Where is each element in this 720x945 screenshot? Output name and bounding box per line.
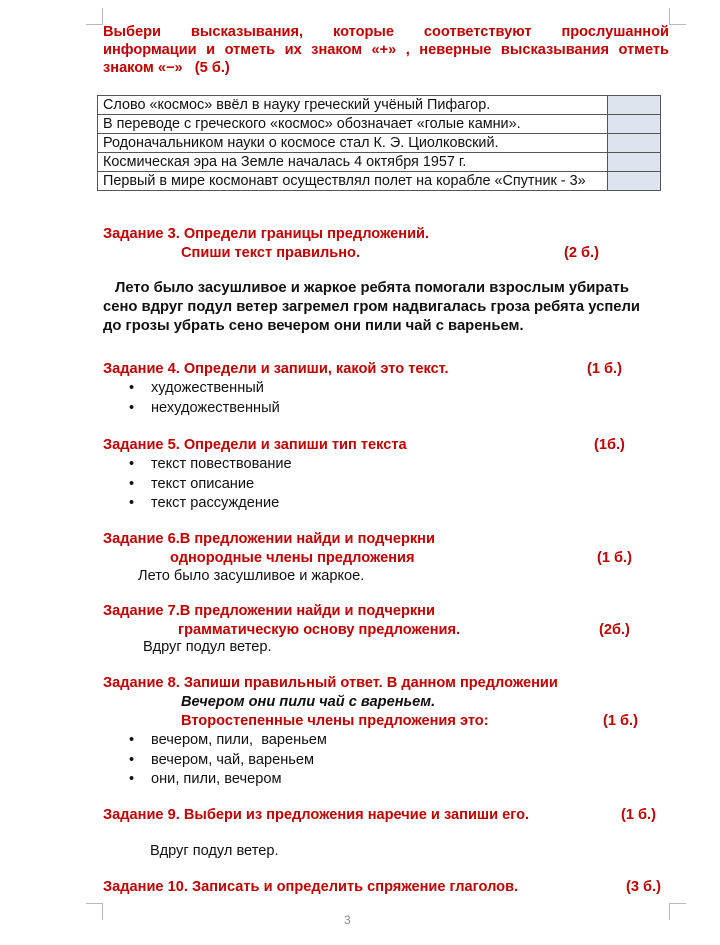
bullet-icon: • bbox=[129, 380, 135, 396]
task-3-text: Лето было засушливое и жаркое ребята помогали взрослым убирать сено вдруг подул ветер загремел гром надвигалась гроза ребята успели до грозы убрать сено вечером они пили чай с вареньем. bbox=[103, 280, 641, 334]
task-3-points: (2 б.) bbox=[564, 245, 599, 261]
task-8 bbox=[103, 674, 648, 790]
task-7-heading bbox=[103, 602, 643, 640]
task-8-title: Задание 8. Запиши правильный ответ. В данном предложении bbox=[103, 675, 558, 691]
statement-text: Космическая эра на Земле началась 4 октября 1957 г. bbox=[98, 153, 608, 172]
list-item bbox=[103, 379, 643, 399]
list-item bbox=[103, 494, 643, 514]
crop-mark-bottom-right bbox=[669, 903, 686, 920]
bullet-icon: • bbox=[129, 495, 135, 511]
task-7-subtitle: грамматическую основу предложения. bbox=[178, 622, 461, 638]
task-3-title: Задание 3. Определи границы предложений. bbox=[103, 226, 430, 242]
task-3-subtitle-row bbox=[103, 244, 623, 263]
task-3-heading bbox=[103, 225, 623, 263]
table-row bbox=[98, 115, 661, 134]
bullet-icon: • bbox=[129, 399, 135, 416]
task-6-subtitle-row bbox=[103, 549, 643, 568]
list-item bbox=[103, 455, 643, 475]
task-4-heading-row bbox=[103, 360, 643, 379]
task-8-subtitle: Второстепенные члены предложения это: bbox=[181, 713, 489, 729]
option-label: вечером, чай, вареньем bbox=[151, 751, 315, 768]
task-5-options bbox=[103, 455, 643, 514]
answer-cell[interactable] bbox=[608, 96, 661, 115]
task-4-points: (1 б.) bbox=[587, 361, 622, 377]
bullet-icon: • bbox=[129, 771, 135, 787]
bullet-icon: • bbox=[129, 456, 135, 472]
page-number: 3 bbox=[344, 913, 351, 927]
answer-cell[interactable] bbox=[608, 172, 661, 191]
task-6-points: (1 б.) bbox=[597, 550, 632, 566]
table-row bbox=[98, 172, 661, 191]
task-5 bbox=[103, 436, 643, 514]
statements-table bbox=[97, 95, 661, 191]
list-item bbox=[103, 731, 648, 751]
task-7-sentence: Вдруг подул ветер. bbox=[143, 639, 272, 655]
option-label: они, пили, вечером bbox=[151, 771, 282, 787]
task-10-heading-row bbox=[103, 878, 668, 897]
task-9-points: (1 б.) bbox=[621, 807, 656, 823]
list-item bbox=[103, 475, 643, 495]
option-label: текст повествование bbox=[151, 456, 292, 472]
task-10-title: Задание 10. Записать и определить спряжение глаголов. bbox=[103, 879, 519, 895]
task-5-title: Задание 5. Определи и запиши тип текста bbox=[103, 437, 407, 453]
intro-line-1: Выбери высказывания, которые соответствуют прослушанной bbox=[103, 24, 669, 40]
statement-text: Первый в мире космонавт осуществлял полет на корабле «Спутник - 3» bbox=[98, 172, 608, 191]
task-6-subtitle: однородные члены предложения bbox=[170, 550, 415, 566]
option-label: вечером, пили, вареньем bbox=[151, 732, 327, 748]
bullet-icon: • bbox=[129, 732, 135, 748]
intro-line-3: знаком «−» (5 б.) bbox=[103, 60, 230, 76]
statement-text: Слово «космос» ввёл в науку греческий учёный Пифагор. bbox=[98, 96, 608, 115]
intro-line-2: информации и отметь их знаком «+» , неверные высказывания отметь bbox=[103, 42, 669, 58]
task-6-sentence: Лето было засушливое и жаркое. bbox=[138, 568, 365, 584]
task-6-heading bbox=[103, 530, 643, 568]
task-10-points: (3 б.) bbox=[626, 879, 661, 895]
task-9-sentence: Вдруг подул ветер. bbox=[150, 843, 279, 859]
task-8-points: (1 б.) bbox=[603, 713, 638, 729]
option-label: текст описание bbox=[151, 475, 255, 492]
task-4-options bbox=[103, 379, 643, 418]
statement-text: Родоначальником науки о космосе стал К. Э. Циолковский. bbox=[98, 134, 608, 153]
crop-mark-bottom-left bbox=[86, 903, 103, 920]
answer-cell[interactable] bbox=[608, 134, 661, 153]
task-7-title: Задание 7.В предложении найди и подчеркни bbox=[103, 603, 435, 619]
task-8-subtitle-row bbox=[103, 712, 648, 731]
task-5-heading-row bbox=[103, 436, 643, 455]
task-8-options bbox=[103, 731, 648, 790]
table-row bbox=[98, 134, 661, 153]
bullet-icon: • bbox=[129, 751, 135, 768]
task-3-subtitle: Спиши текст правильно. bbox=[181, 245, 361, 261]
list-item bbox=[103, 751, 648, 771]
option-label: текст рассуждение bbox=[151, 495, 280, 511]
crop-mark-top-right bbox=[669, 8, 686, 25]
list-item bbox=[103, 770, 648, 790]
task-5-points: (1б.) bbox=[594, 437, 625, 453]
task-4 bbox=[103, 360, 643, 418]
list-item bbox=[103, 399, 643, 419]
statement-text: В переводе с греческого «космос» обозначает «голые камни». bbox=[98, 115, 608, 134]
intro-instruction bbox=[103, 23, 669, 77]
answer-cell[interactable] bbox=[608, 115, 661, 134]
crop-mark-top-left bbox=[86, 8, 103, 25]
task-9-title: Задание 9. Выбери из предложения наречие и запиши его. bbox=[103, 807, 530, 823]
option-label: нехудожественный bbox=[151, 399, 280, 416]
option-label: художественный bbox=[151, 380, 264, 396]
task-8-sentence: Вечером они пили чай с вареньем. bbox=[181, 694, 436, 710]
task-6-title: Задание 6.В предложении найди и подчеркни bbox=[103, 531, 435, 547]
task-4-title: Задание 4. Определи и запиши, какой это текст. bbox=[103, 361, 449, 377]
answer-cell[interactable] bbox=[608, 153, 661, 172]
table-row bbox=[98, 96, 661, 115]
task-10 bbox=[103, 878, 668, 897]
task-9 bbox=[103, 806, 663, 825]
task-9-heading-row bbox=[103, 806, 663, 825]
task-7-points: (2б.) bbox=[599, 622, 630, 638]
table-row bbox=[98, 153, 661, 172]
bullet-icon: • bbox=[129, 475, 135, 492]
